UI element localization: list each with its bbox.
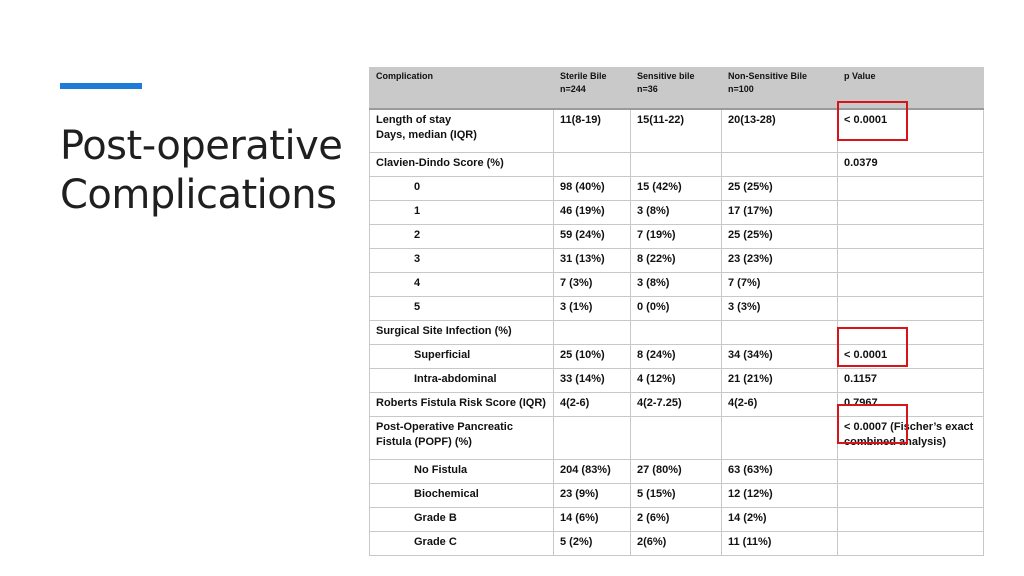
header-complication: Complication: [370, 68, 554, 110]
cell-text: 3 (8%): [637, 277, 670, 289]
cell-p-value: [838, 460, 984, 484]
cell-text: 23 (9%): [560, 488, 599, 500]
cell-p-value: [838, 484, 984, 508]
cell-non-sensitive-bile: [722, 201, 838, 225]
header-non-sensitive-bile: Non-Sensitive Bile n=100: [722, 68, 838, 110]
cell-complication: [370, 321, 554, 345]
cell-text: 11(8-19): [560, 114, 601, 126]
cell-non-sensitive-bile: [722, 460, 838, 484]
cell-text: 3 (1%): [560, 301, 593, 313]
cell-text: 14 (2%): [728, 512, 767, 524]
cell-text: 3 (8%): [637, 205, 670, 217]
cell-complication: [370, 508, 554, 532]
cell-text: No Fistula: [414, 464, 468, 476]
cell-sterile-bile: [554, 201, 631, 225]
cell-text: 34 (34%): [728, 349, 773, 361]
cell-complication: [370, 393, 554, 417]
cell-p-value: [838, 177, 984, 201]
cell-text: 11 (11%): [728, 536, 772, 548]
cell-non-sensitive-bile: [722, 484, 838, 508]
cell-text: 204 (83%): [560, 464, 611, 476]
highlight-box-length-of-stay: [837, 101, 908, 141]
cell-complication: [370, 417, 554, 460]
cell-p-value: [838, 369, 984, 393]
cell-sterile-bile: [554, 273, 631, 297]
cell-text: 21 (21%): [728, 373, 773, 385]
table-row: [370, 508, 984, 532]
cell-text: 23 (23%): [728, 253, 773, 265]
cell-text: 5 (15%): [637, 488, 676, 500]
cell-non-sensitive-bile: [722, 369, 838, 393]
cell-sensitive-bile: [631, 369, 722, 393]
cell-text: 15(11-22): [637, 114, 685, 126]
cell-sterile-bile: [554, 321, 631, 345]
table-row: [370, 249, 984, 273]
cell-text: 8 (22%): [637, 253, 676, 265]
cell-text: 0.1157: [844, 373, 878, 385]
table-row: [370, 484, 984, 508]
cell-text: 5 (2%): [560, 536, 593, 548]
cell-text: Days, median (IQR): [376, 129, 477, 141]
cell-text: 4(2-6): [560, 397, 590, 409]
cell-text: 33 (14%): [560, 373, 605, 385]
cell-non-sensitive-bile: [722, 532, 838, 556]
slide-title-line-2: Complications: [60, 172, 337, 218]
cell-text: Superficial: [414, 349, 471, 361]
cell-text: 14 (6%): [560, 512, 599, 524]
cell-non-sensitive-bile: [722, 321, 838, 345]
cell-text: Grade B: [414, 512, 457, 524]
cell-non-sensitive-bile: [722, 297, 838, 321]
cell-sterile-bile: [554, 249, 631, 273]
cell-complication: [370, 249, 554, 273]
cell-text: 0: [414, 181, 421, 193]
cell-sterile-bile: [554, 369, 631, 393]
cell-sensitive-bile: [631, 532, 722, 556]
cell-sterile-bile: [554, 345, 631, 369]
cell-complication: [370, 177, 554, 201]
cell-sensitive-bile: [631, 417, 722, 460]
cell-sterile-bile: [554, 225, 631, 249]
cell-text: 5: [414, 301, 421, 313]
cell-sterile-bile: [554, 393, 631, 417]
cell-sensitive-bile: [631, 153, 722, 177]
cell-text: 25 (10%): [560, 349, 605, 361]
cell-complication: [370, 345, 554, 369]
cell-sensitive-bile: [631, 201, 722, 225]
cell-complication: [370, 297, 554, 321]
cell-text: < 0.0001: [844, 114, 888, 126]
cell-text: 46 (19%): [560, 205, 605, 217]
cell-p-value: [838, 249, 984, 273]
cell-sensitive-bile: [631, 484, 722, 508]
highlight-box-popf: [837, 404, 908, 444]
cell-p-value: [838, 273, 984, 297]
cell-text: 2(6%): [637, 536, 667, 548]
cell-sterile-bile: [554, 484, 631, 508]
cell-text: 63 (63%): [728, 464, 773, 476]
cell-sensitive-bile: [631, 225, 722, 249]
cell-non-sensitive-bile: [722, 177, 838, 201]
cell-text: < 0.0001: [844, 349, 888, 361]
cell-text: Intra-abdominal: [414, 373, 497, 385]
cell-text: 25 (25%): [728, 229, 773, 241]
cell-text: 17 (17%): [728, 205, 773, 217]
cell-sterile-bile: [554, 153, 631, 177]
cell-sensitive-bile: [631, 321, 722, 345]
cell-sensitive-bile: [631, 177, 722, 201]
cell-p-value: [838, 532, 984, 556]
cell-complication: [370, 460, 554, 484]
cell-sensitive-bile: [631, 393, 722, 417]
cell-non-sensitive-bile: [722, 417, 838, 460]
slide-title-line-1: Post-operative: [60, 123, 343, 169]
cell-complication: [370, 484, 554, 508]
cell-non-sensitive-bile: [722, 273, 838, 297]
cell-sensitive-bile: [631, 460, 722, 484]
cell-sterile-bile: [554, 460, 631, 484]
table-row: [370, 532, 984, 556]
cell-text: 12 (12%): [728, 488, 773, 500]
cell-complication: [370, 201, 554, 225]
cell-text: Clavien-Dindo Score (%): [376, 157, 504, 169]
cell-complication: [370, 153, 554, 177]
cell-text: 15 (42%): [637, 181, 682, 193]
cell-text: 0.7967: [844, 397, 878, 409]
table-row: [370, 201, 984, 225]
cell-text: Post-Operative Pancreatic: [376, 421, 513, 433]
cell-text: < 0.0007 (Fischer’s exact combined analysis): [844, 421, 974, 448]
cell-complication: [370, 369, 554, 393]
cell-p-value: [838, 201, 984, 225]
cell-text: 59 (24%): [560, 229, 605, 241]
cell-sensitive-bile: [631, 249, 722, 273]
cell-text: Biochemical: [414, 488, 479, 500]
cell-text: Length of stay: [376, 114, 452, 126]
cell-sterile-bile: [554, 177, 631, 201]
table-row: [370, 177, 984, 201]
cell-text: 7 (7%): [728, 277, 761, 289]
cell-non-sensitive-bile: [722, 225, 838, 249]
cell-text: 0 (0%): [637, 301, 670, 313]
cell-text: 2 (6%): [637, 512, 670, 524]
cell-non-sensitive-bile: [722, 393, 838, 417]
cell-text: 20(13-28): [728, 114, 776, 126]
cell-text: Fistula (POPF) (%): [376, 436, 472, 448]
cell-text: 3: [414, 253, 421, 265]
cell-sterile-bile: [554, 417, 631, 460]
cell-complication: [370, 225, 554, 249]
cell-text: 3 (3%): [728, 301, 761, 313]
cell-sensitive-bile: [631, 508, 722, 532]
header-sterile-bile: Sterile Bile n=244: [554, 68, 631, 110]
cell-text: 1: [414, 205, 421, 217]
cell-non-sensitive-bile: [722, 153, 838, 177]
cell-text: Surgical Site Infection (%): [376, 325, 512, 337]
cell-text: 4(2-7.25): [637, 397, 682, 409]
cell-p-value: [838, 297, 984, 321]
cell-text: 0.0379: [844, 157, 878, 169]
table-row: [370, 153, 984, 177]
highlight-box-superficial: [837, 327, 908, 367]
table-row: [370, 297, 984, 321]
cell-complication: [370, 109, 554, 153]
table-row: [370, 369, 984, 393]
cell-non-sensitive-bile: [722, 109, 838, 153]
cell-sensitive-bile: [631, 345, 722, 369]
slide-title: [60, 122, 360, 220]
cell-text: Grade C: [414, 536, 457, 548]
cell-non-sensitive-bile: [722, 508, 838, 532]
cell-p-value: [838, 508, 984, 532]
table-row: [370, 225, 984, 249]
cell-sterile-bile: [554, 508, 631, 532]
cell-text: 4: [414, 277, 421, 289]
cell-text: 8 (24%): [637, 349, 676, 361]
cell-complication: [370, 273, 554, 297]
cell-complication: [370, 532, 554, 556]
cell-text: 27 (80%): [637, 464, 682, 476]
header-sensitive-bile: Sensitive bile n=36: [631, 68, 722, 110]
table-row: [370, 273, 984, 297]
cell-text: 7 (3%): [560, 277, 593, 289]
cell-sterile-bile: [554, 297, 631, 321]
cell-p-value: [838, 153, 984, 177]
cell-text: 31 (13%): [560, 253, 605, 265]
cell-text: 98 (40%): [560, 181, 605, 193]
cell-sensitive-bile: [631, 297, 722, 321]
accent-bar: [60, 83, 142, 89]
cell-sensitive-bile: [631, 273, 722, 297]
cell-p-value: [838, 225, 984, 249]
cell-text: 4(2-6): [728, 397, 758, 409]
table-row: [370, 460, 984, 484]
cell-text: 2: [414, 229, 421, 241]
cell-sterile-bile: [554, 109, 631, 153]
cell-non-sensitive-bile: [722, 249, 838, 273]
cell-text: 25 (25%): [728, 181, 773, 193]
cell-text: 7 (19%): [637, 229, 676, 241]
cell-text: Roberts Fistula Risk Score (IQR): [376, 397, 546, 409]
cell-sterile-bile: [554, 532, 631, 556]
cell-text: 4 (12%): [637, 373, 676, 385]
header-p-value: p Value: [838, 68, 984, 110]
cell-non-sensitive-bile: [722, 345, 838, 369]
cell-sensitive-bile: [631, 109, 722, 153]
